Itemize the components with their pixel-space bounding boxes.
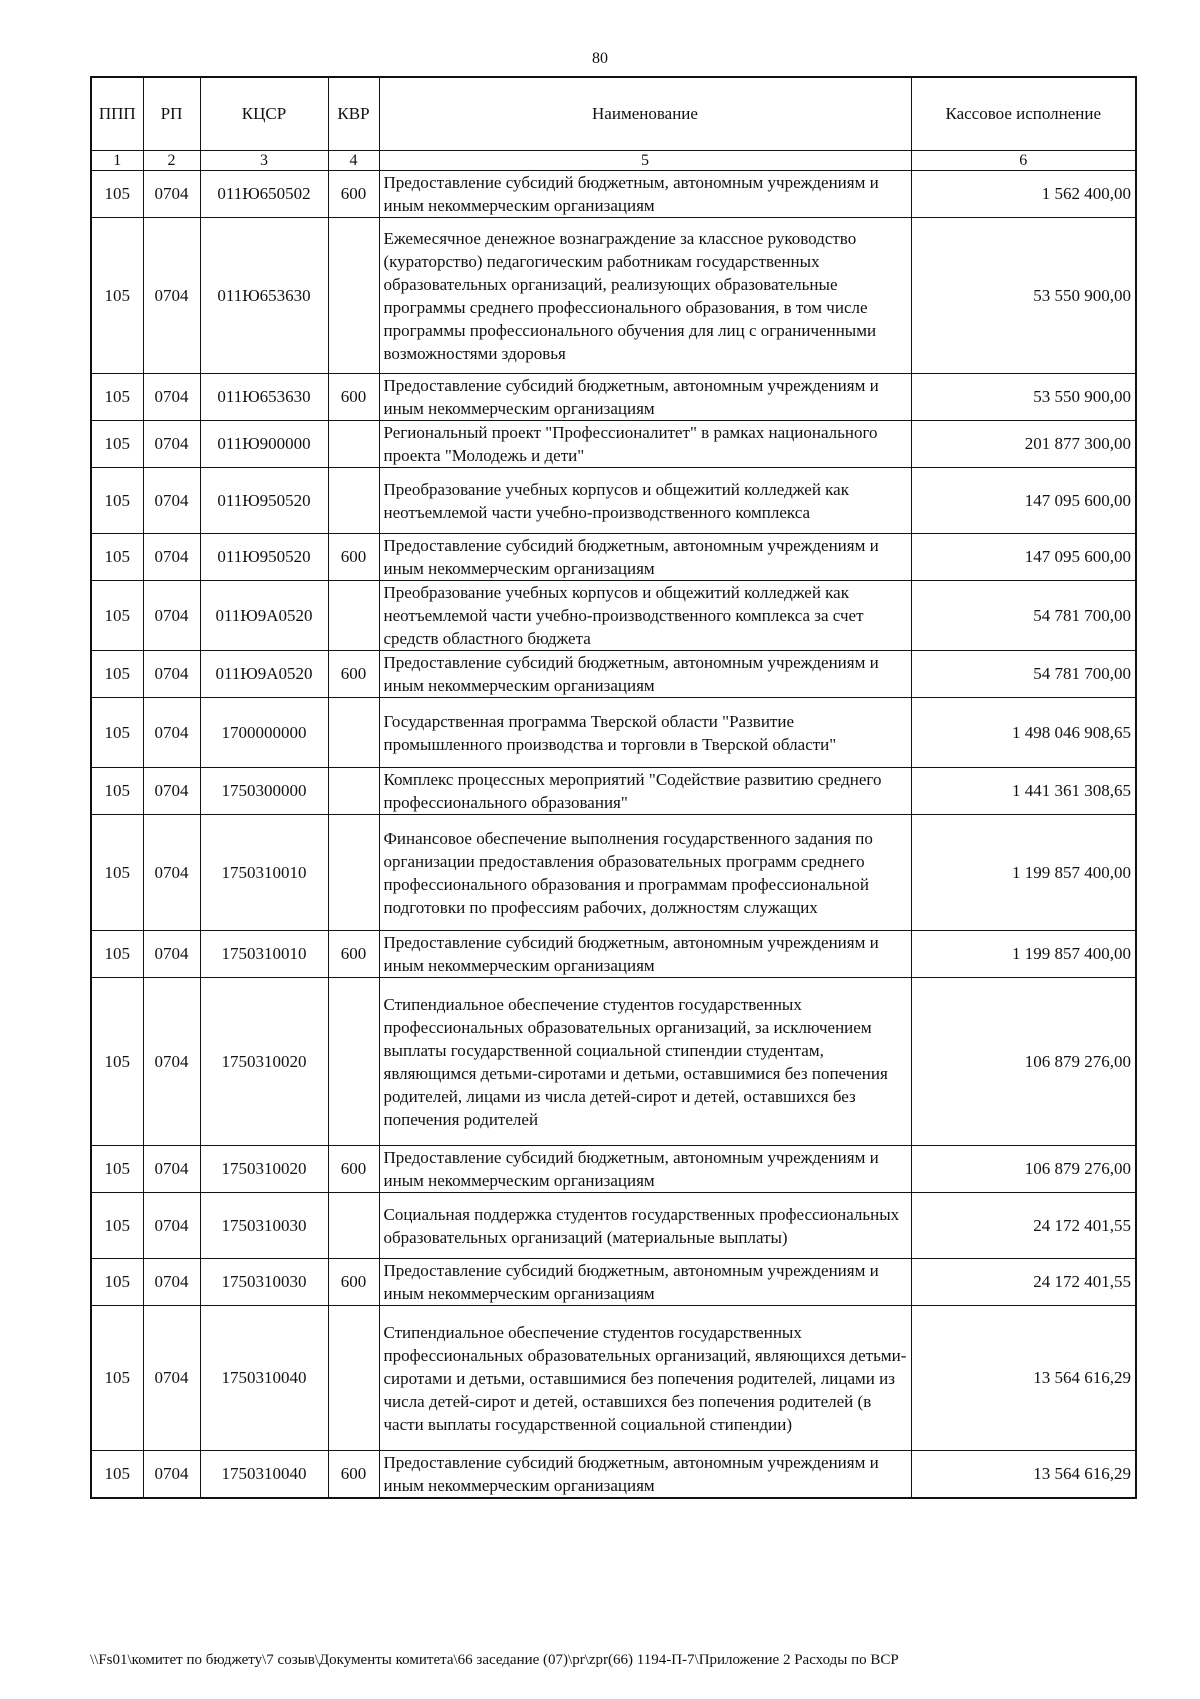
- cell-kcsr: 011Ю9А0520: [200, 651, 328, 698]
- budget-table: [90, 76, 1137, 1499]
- cell-amount: 147 095 600,00: [911, 468, 1136, 534]
- cell-amount: 54 781 700,00: [911, 581, 1136, 651]
- cell-amount: 24 172 401,55: [911, 1259, 1136, 1306]
- table-row: [91, 534, 1136, 581]
- cell-name: Предоставление субсидий бюджетным, автономным учреждениям и иным некоммерческим организациям: [379, 931, 911, 978]
- cell-ppp: 105: [91, 534, 143, 581]
- cell-kvr: 600: [328, 651, 379, 698]
- cell-name: Государственная программа Тверской области "Развитие промышленного производства и торговли в Тверской области": [379, 698, 911, 768]
- cell-name: Стипендиальное обеспечение студентов государственных профессиональных образовательных организаций, за исключением выплаты государственной социальной стипендии студентам, являющимся детьми-сиротами и детьми, оставшимися без попечения родителей, лицами из числа детей-сирот и детей, оставшихся без попечения родителей: [379, 978, 911, 1146]
- cell-kvr: 600: [328, 1146, 379, 1193]
- cell-name: Предоставление субсидий бюджетным, автономным учреждениям и иным некоммерческим организациям: [379, 171, 911, 218]
- column-number: 1: [91, 151, 143, 171]
- cell-name: Преобразование учебных корпусов и общежитий колледжей как неотъемлемой части учебно-производственного комплекса: [379, 468, 911, 534]
- cell-ppp: 105: [91, 768, 143, 815]
- cell-ppp: 105: [91, 815, 143, 931]
- cell-ppp: 105: [91, 581, 143, 651]
- cell-rp: 0704: [143, 218, 200, 374]
- cell-kvr: 600: [328, 1259, 379, 1306]
- cell-kcsr: 1750300000: [200, 768, 328, 815]
- cell-name: Комплекс процессных мероприятий "Содействие развитию среднего профессионального образования": [379, 768, 911, 815]
- cell-kvr: [328, 978, 379, 1146]
- cell-rp: 0704: [143, 1306, 200, 1451]
- cell-ppp: 105: [91, 374, 143, 421]
- cell-rp: 0704: [143, 815, 200, 931]
- cell-ppp: 105: [91, 978, 143, 1146]
- cell-kvr: [328, 698, 379, 768]
- cell-rp: 0704: [143, 698, 200, 768]
- cell-ppp: 105: [91, 468, 143, 534]
- cell-ppp: 105: [91, 698, 143, 768]
- cell-amount: 1 562 400,00: [911, 171, 1136, 218]
- cell-kcsr: 1750310020: [200, 1146, 328, 1193]
- cell-kcsr: 1750310030: [200, 1259, 328, 1306]
- cell-amount: 201 877 300,00: [911, 421, 1136, 468]
- cell-rp: 0704: [143, 581, 200, 651]
- cell-kcsr: 011Ю653630: [200, 374, 328, 421]
- cell-kvr: 600: [328, 1451, 379, 1499]
- cell-rp: 0704: [143, 651, 200, 698]
- table-row: [91, 468, 1136, 534]
- cell-rp: 0704: [143, 978, 200, 1146]
- table-row: [91, 815, 1136, 931]
- cell-rp: 0704: [143, 421, 200, 468]
- cell-ppp: 105: [91, 651, 143, 698]
- cell-kvr: [328, 581, 379, 651]
- cell-name: Предоставление субсидий бюджетным, автономным учреждениям и иным некоммерческим организациям: [379, 1259, 911, 1306]
- cell-kvr: [328, 218, 379, 374]
- cell-amount: 53 550 900,00: [911, 218, 1136, 374]
- table-row: [91, 978, 1136, 1146]
- cell-rp: 0704: [143, 374, 200, 421]
- column-number: 2: [143, 151, 200, 171]
- header-amount: Кассовое исполнение: [911, 77, 1136, 151]
- cell-kvr: [328, 1306, 379, 1451]
- cell-kvr: 600: [328, 534, 379, 581]
- cell-rp: 0704: [143, 1451, 200, 1499]
- table-row: [91, 1193, 1136, 1259]
- cell-name: Предоставление субсидий бюджетным, автономным учреждениям и иным некоммерческим организациям: [379, 1146, 911, 1193]
- cell-name: Стипендиальное обеспечение студентов государственных профессиональных образовательных организаций, являющихся детьми-сиротами и детьми, оставшимися без попечения родителей, лицами из числа детей-сирот и детей, оставшихся без попечения родителей (в части выплаты государственной социальной стипендии): [379, 1306, 911, 1451]
- table-row: [91, 421, 1136, 468]
- cell-kcsr: 1750310020: [200, 978, 328, 1146]
- table-row: [91, 581, 1136, 651]
- cell-amount: 1 441 361 308,65: [911, 768, 1136, 815]
- cell-amount: 106 879 276,00: [911, 978, 1136, 1146]
- cell-name: Ежемесячное денежное вознаграждение за классное руководство (кураторство) педагогическим работникам государственных образовательных организаций, реализующих образовательные программы среднего профессионального образования, в том числе программы профессионального обучения для лиц с ограниченными возможностями здоровья: [379, 218, 911, 374]
- cell-name: Предоставление субсидий бюджетным, автономным учреждениям и иным некоммерческим организациям: [379, 651, 911, 698]
- table-row: [91, 171, 1136, 218]
- cell-kcsr: 011Ю9А0520: [200, 581, 328, 651]
- column-number: 5: [379, 151, 911, 171]
- cell-kvr: [328, 1193, 379, 1259]
- table-row: [91, 931, 1136, 978]
- header-row: [91, 77, 1136, 151]
- cell-ppp: 105: [91, 171, 143, 218]
- table-row: [91, 1146, 1136, 1193]
- table-body: [91, 171, 1136, 1499]
- cell-rp: 0704: [143, 768, 200, 815]
- cell-ppp: 105: [91, 421, 143, 468]
- cell-kvr: [328, 421, 379, 468]
- cell-rp: 0704: [143, 1259, 200, 1306]
- cell-amount: 1 498 046 908,65: [911, 698, 1136, 768]
- column-number: 3: [200, 151, 328, 171]
- footer-file-path: \\Fs01\комитет по бюджету\7 созыв\Документы комитета\66 заседание (07)\pr\zpr(66) 1194-П-7\Приложение 2 Расходы по ВСР: [90, 1652, 899, 1668]
- cell-kvr: [328, 468, 379, 534]
- cell-kcsr: 011Ю653630: [200, 218, 328, 374]
- cell-kcsr: 011Ю650502: [200, 171, 328, 218]
- cell-kcsr: 1750310040: [200, 1306, 328, 1451]
- table-row: [91, 218, 1136, 374]
- cell-kcsr: 011Ю900000: [200, 421, 328, 468]
- cell-amount: 13 564 616,29: [911, 1306, 1136, 1451]
- cell-kcsr: 1750310010: [200, 815, 328, 931]
- cell-amount: 53 550 900,00: [911, 374, 1136, 421]
- cell-ppp: 105: [91, 1259, 143, 1306]
- cell-kcsr: 011Ю950520: [200, 468, 328, 534]
- cell-ppp: 105: [91, 931, 143, 978]
- cell-rp: 0704: [143, 171, 200, 218]
- cell-name: Предоставление субсидий бюджетным, автономным учреждениям и иным некоммерческим организациям: [379, 534, 911, 581]
- cell-kvr: 600: [328, 931, 379, 978]
- column-number: 4: [328, 151, 379, 171]
- header-name: Наименование: [379, 77, 911, 151]
- cell-kcsr: 011Ю950520: [200, 534, 328, 581]
- table-row: [91, 651, 1136, 698]
- column-number: 6: [911, 151, 1136, 171]
- cell-name: Финансовое обеспечение выполнения государственного задания по организации предоставления образовательных программ среднего профессионального образования и программам профессиональной подготовки по профессиям рабочих, должностям служащих: [379, 815, 911, 931]
- cell-rp: 0704: [143, 468, 200, 534]
- cell-ppp: 105: [91, 1451, 143, 1499]
- table-row: [91, 698, 1136, 768]
- table-row: [91, 374, 1136, 421]
- cell-rp: 0704: [143, 931, 200, 978]
- cell-amount: 13 564 616,29: [911, 1451, 1136, 1499]
- cell-amount: 147 095 600,00: [911, 534, 1136, 581]
- cell-kvr: [328, 768, 379, 815]
- cell-kvr: 600: [328, 171, 379, 218]
- cell-ppp: 105: [91, 218, 143, 374]
- cell-name: Социальная поддержка студентов государственных профессиональных образовательных организаций (материальные выплаты): [379, 1193, 911, 1259]
- header-ppp: ППП: [91, 77, 143, 151]
- header-rp: РП: [143, 77, 200, 151]
- cell-kvr: [328, 815, 379, 931]
- cell-rp: 0704: [143, 534, 200, 581]
- cell-ppp: 105: [91, 1193, 143, 1259]
- cell-kcsr: 1750310040: [200, 1451, 328, 1499]
- cell-kcsr: 1700000000: [200, 698, 328, 768]
- table-row: [91, 1451, 1136, 1499]
- cell-rp: 0704: [143, 1146, 200, 1193]
- cell-kcsr: 1750310030: [200, 1193, 328, 1259]
- cell-amount: 24 172 401,55: [911, 1193, 1136, 1259]
- cell-name: Предоставление субсидий бюджетным, автономным учреждениям и иным некоммерческим организациям: [379, 374, 911, 421]
- cell-amount: 1 199 857 400,00: [911, 815, 1136, 931]
- cell-name: Преобразование учебных корпусов и общежитий колледжей как неотъемлемой части учебно-производственного комплекса за счет средств областного бюджета: [379, 581, 911, 651]
- cell-ppp: 105: [91, 1146, 143, 1193]
- cell-name: Региональный проект "Профессионалитет" в рамках национального проекта "Молодежь и дети": [379, 421, 911, 468]
- cell-ppp: 105: [91, 1306, 143, 1451]
- cell-amount: 1 199 857 400,00: [911, 931, 1136, 978]
- header-kvr: КВР: [328, 77, 379, 151]
- cell-amount: 106 879 276,00: [911, 1146, 1136, 1193]
- table-row: [91, 1259, 1136, 1306]
- cell-rp: 0704: [143, 1193, 200, 1259]
- cell-name: Предоставление субсидий бюджетным, автономным учреждениям и иным некоммерческим организациям: [379, 1451, 911, 1499]
- page-number: 80: [592, 50, 608, 67]
- cell-kcsr: 1750310010: [200, 931, 328, 978]
- header-kcsr: КЦСР: [200, 77, 328, 151]
- column-number-row: [91, 151, 1136, 171]
- cell-amount: 54 781 700,00: [911, 651, 1136, 698]
- cell-kvr: 600: [328, 374, 379, 421]
- table-row: [91, 1306, 1136, 1451]
- table-row: [91, 768, 1136, 815]
